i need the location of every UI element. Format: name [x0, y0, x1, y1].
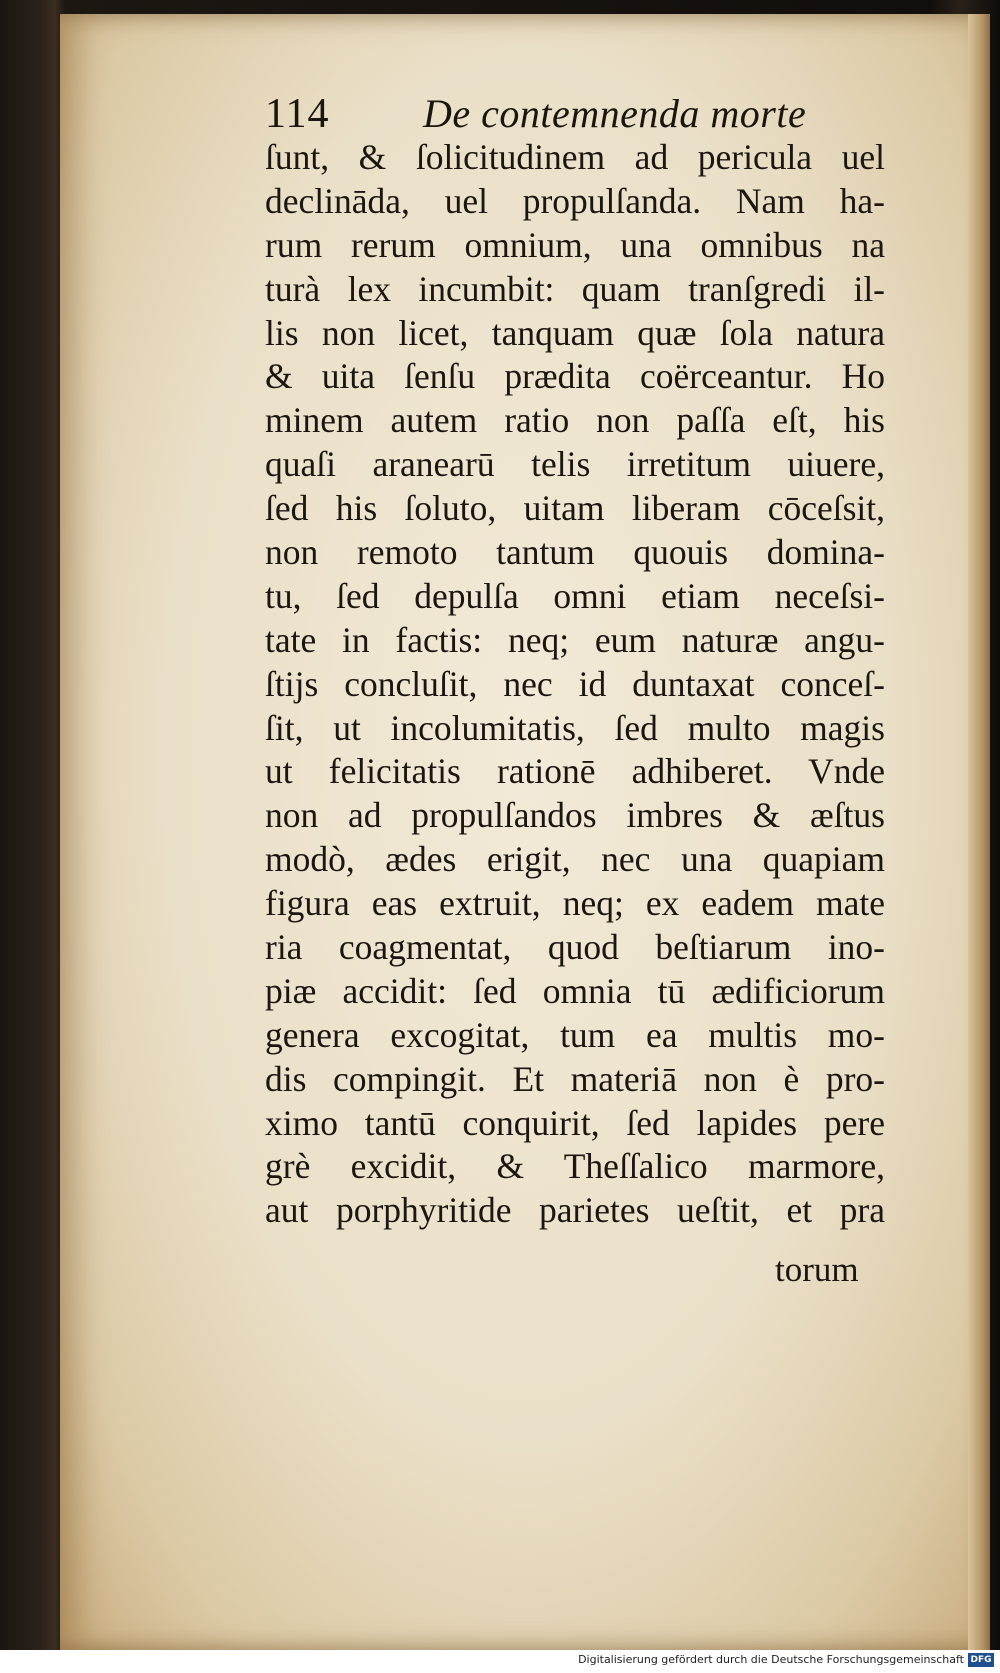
- text-line: tate in factis: neq; eum naturæ angu-: [265, 619, 885, 660]
- text-line: aut porphyritide parietes ueſtit, et pra: [265, 1190, 885, 1231]
- text-line: ſit, ut incolumitatis, ſed multo magis: [265, 707, 885, 748]
- footer-credit: Digitalisierung gefördert durch die Deutsche Forschungsgemeinschaft: [578, 1653, 964, 1666]
- text-line: non remoto tantum quouis domina-: [265, 532, 885, 573]
- text-line: ſed his ſoluto, uitam liberam cōceſsit,: [265, 488, 885, 529]
- text-line: minem autem ratio non paſſa eſt, his: [265, 400, 885, 441]
- catchword: torum: [775, 1250, 859, 1289]
- text-line: figura eas extruit, neq; ex eadem mate: [265, 883, 885, 924]
- text-line: tu, ſed depulſa omni etiam neceſsi-: [265, 575, 885, 616]
- text-line: grè excidit, & Theſſalico marmore,: [265, 1146, 885, 1187]
- text-line: ut felicitatis rationē adhiberet. Vnde: [265, 751, 885, 792]
- footer-bar: [0, 1650, 1000, 1673]
- text-line: turà lex incumbit: quam tranſgredi il-: [265, 268, 885, 309]
- text-line: ſunt, & ſolicitudinem ad pericula uel: [265, 137, 885, 177]
- text-line: dis compingit. Et materiā non è pro-: [265, 1058, 885, 1099]
- text-line: non ad propulſandos imbres & æſtus: [265, 795, 885, 836]
- running-head-title: De contemnenda morte: [423, 91, 807, 136]
- text-line: ria coagmentat, quod beſtiarum ino-: [265, 927, 885, 968]
- dfg-logo: DFG: [968, 1653, 994, 1667]
- text-line: & uita ſenſu prædita coërceantur. Ho: [265, 356, 885, 397]
- text-line: ximo tantū conquirit, ſed lapides pere: [265, 1102, 885, 1143]
- running-head: [265, 90, 905, 140]
- body-text: [265, 136, 885, 1233]
- text-line: quaſi aranearū telis irretitum uiuere,: [265, 444, 885, 485]
- text-line: piæ accidit: ſed omnia tū ædificiorum: [265, 970, 885, 1011]
- text-line: rum rerum omnium, una omnibus na: [265, 224, 885, 265]
- text-line: modò, ædes erigit, nec una quapiam: [265, 839, 885, 880]
- page-edge: [968, 14, 990, 1650]
- text-line: genera excogitat, tum ea multis mo-: [265, 1014, 885, 1055]
- page-number: 114: [265, 91, 330, 137]
- text-line: declināda, uel propulſanda. Nam ha-: [265, 180, 885, 221]
- text-line: ſtijs concluſit, nec id duntaxat conceſ-: [265, 663, 885, 704]
- text-line: lis non licet, tanquam quæ ſola natura: [265, 312, 885, 353]
